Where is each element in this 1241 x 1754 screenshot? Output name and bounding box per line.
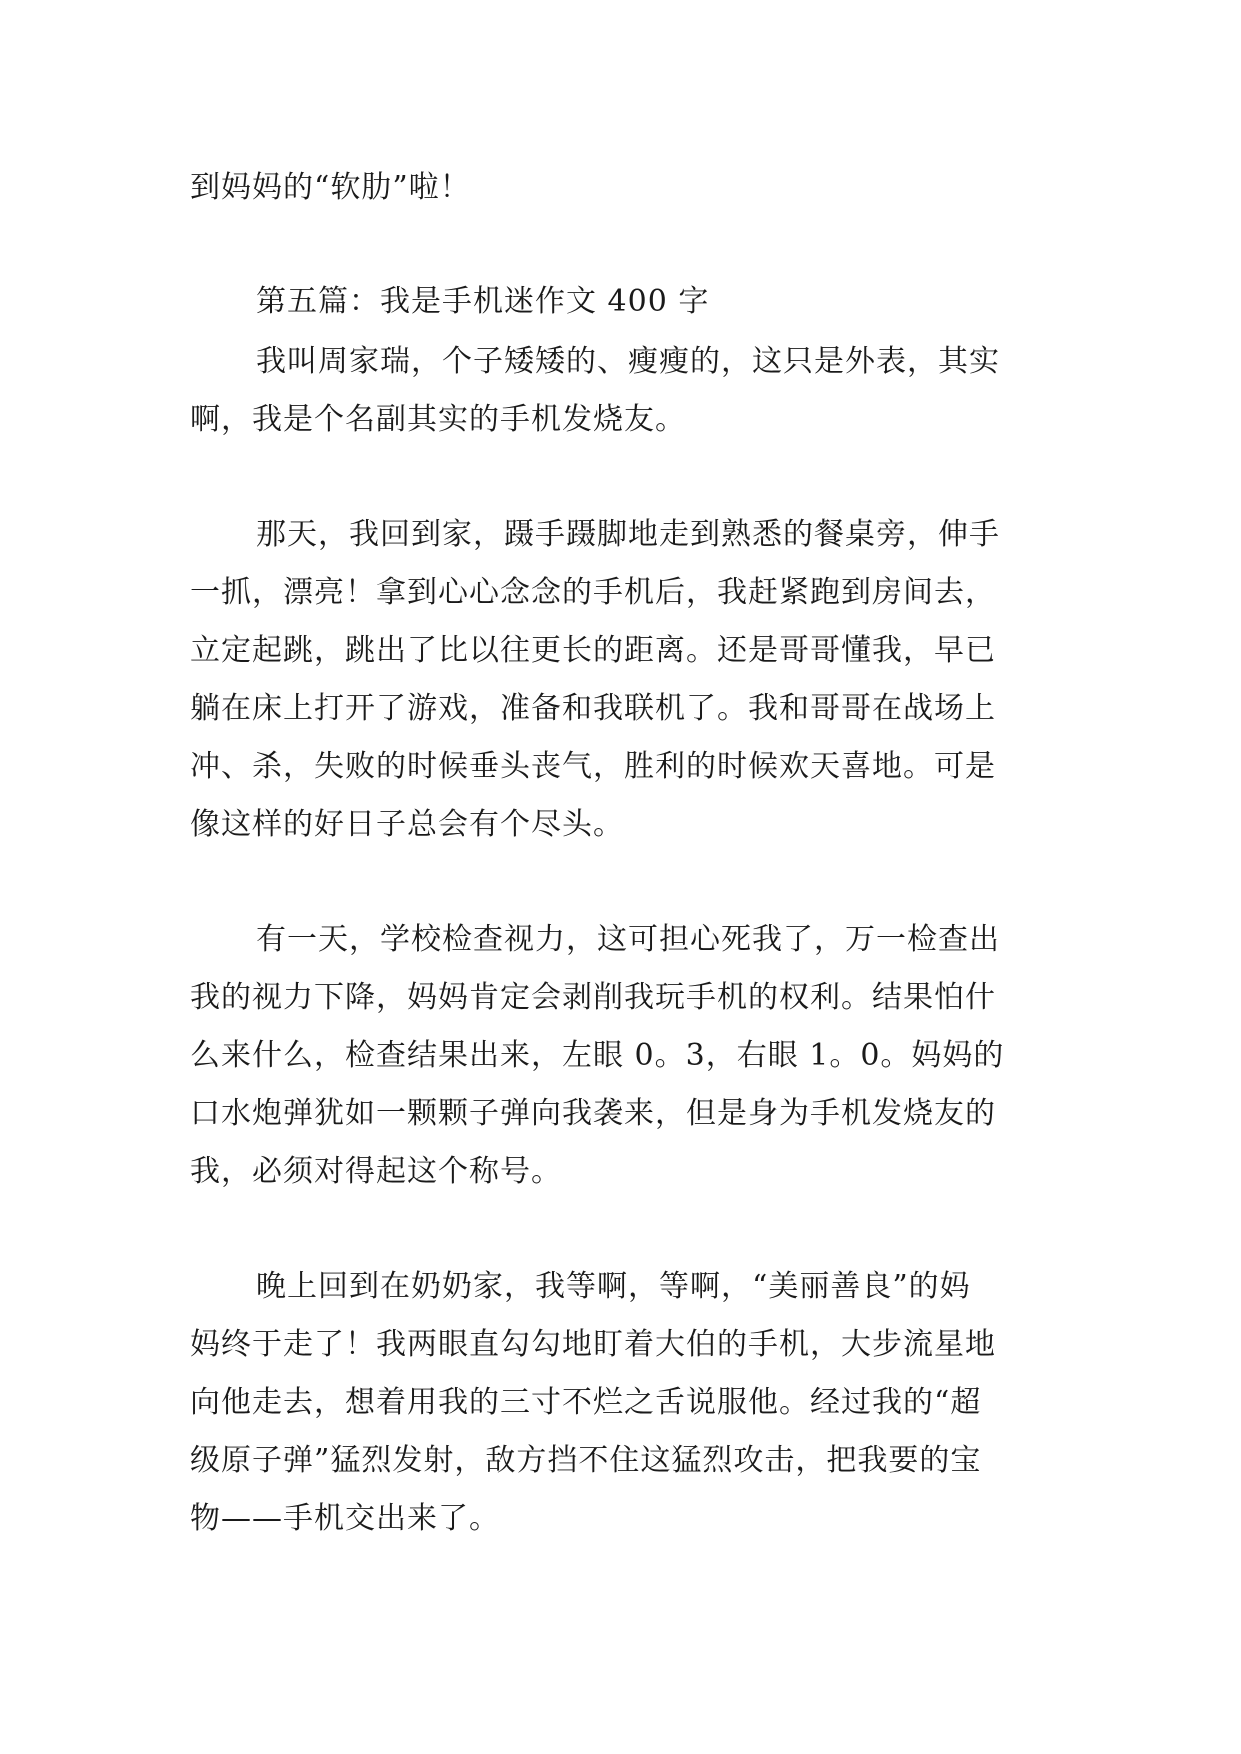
- text-line: 冲、杀，失败的时候垂头丧气，胜利的时候欢天喜地。可是: [190, 749, 996, 784]
- text-line: 级原子弹”猛烈发射，敌方挡不住这猛烈攻击，把我要的宝: [190, 1443, 982, 1478]
- text-line: 立定起跳，跳出了比以往更长的距离。还是哥哥懂我，早已: [190, 633, 996, 668]
- text-line: 向他走去，想着用我的三寸不烂之舌说服他。经过我的“超: [190, 1385, 982, 1420]
- section-title: 第五篇：我是手机迷作文 400 字: [256, 284, 710, 319]
- text-line: 到妈妈的“软肋”啦！: [190, 170, 471, 205]
- text-line: 晚上回到在奶奶家，我等啊，等啊，“美丽善良”的妈: [256, 1269, 971, 1304]
- text-line: 么来什么，检查结果出来，左眼 0。3，右眼 1。0。妈妈的: [190, 1038, 1005, 1073]
- text-line: 妈终于走了！我两眼直勾勾地盯着大伯的手机，大步流星地: [190, 1327, 996, 1362]
- text-line: 口水炮弹犹如一颗颗子弹向我袭来，但是身为手机发烧友的: [190, 1096, 996, 1131]
- text-line: 我的视力下降，妈妈肯定会剥削我玩手机的权利。结果怕什: [190, 980, 996, 1015]
- text-line: 那天，我回到家，蹑手蹑脚地走到熟悉的餐桌旁，伸手: [256, 517, 1000, 552]
- text-line: 躺在床上打开了游戏，准备和我联机了。我和哥哥在战场上: [190, 691, 996, 726]
- text-line: 物——手机交出来了。: [190, 1501, 500, 1536]
- text-line: 像这样的好日子总会有个尽头。: [190, 807, 624, 842]
- text-line: 啊，我是个名副其实的手机发烧友。: [190, 402, 686, 437]
- text-line: 一抓，漂亮！拿到心心念念的手机后，我赶紧跑到房间去，: [190, 575, 996, 610]
- text-line: 我叫周家瑞，个子矮矮的、瘦瘦的，这只是外表，其实: [256, 344, 1000, 379]
- text-line: 有一天，学校检查视力，这可担心死我了，万一检查出: [256, 922, 1000, 957]
- text-line: 我，必须对得起这个称号。: [190, 1154, 562, 1189]
